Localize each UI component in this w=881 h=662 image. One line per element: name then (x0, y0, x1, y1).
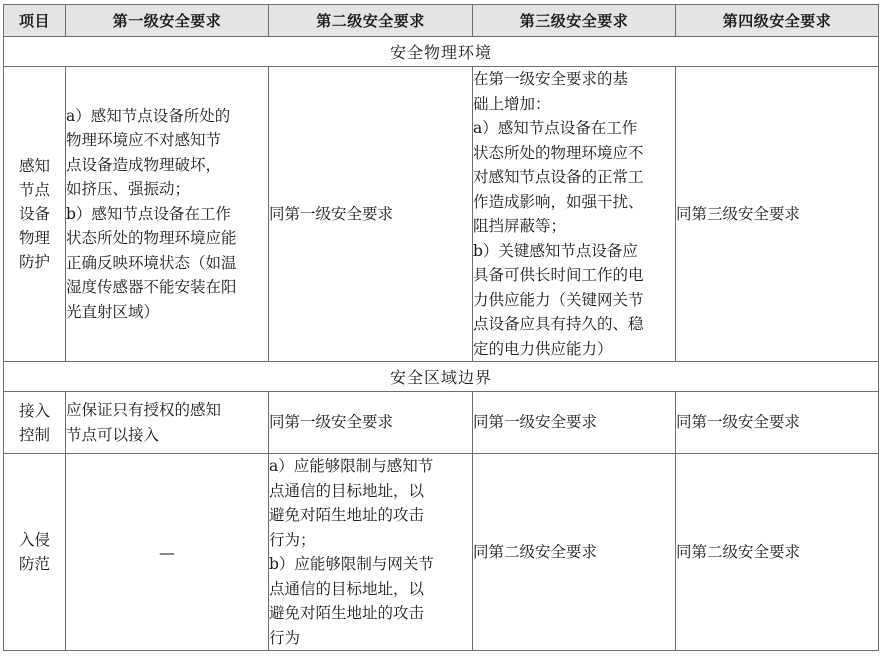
text-line: 点通信的目标地址，以 (269, 481, 425, 500)
text-line: 避免对陌生地址的攻击 (269, 506, 425, 524)
item-line: 接入 (18, 401, 50, 420)
item-line: 物理 (18, 229, 50, 247)
text-line: 湿度传感器不能安装在阳 (66, 278, 237, 297)
intrusion-level3-cell: 同第二级安全要求 (473, 454, 676, 651)
text-line: 节点可以接入 (66, 425, 160, 444)
header-row (4, 5, 879, 37)
text-line: 点通信的目标地址，以 (269, 579, 425, 598)
section-title-physical: 安全物理环境 (4, 37, 879, 67)
item-cell-physical (4, 67, 66, 362)
text-line: b）感知节点设备在工作 (66, 204, 231, 223)
text-line: 力供应能力（关键网关节 (473, 290, 644, 309)
text-line: 定的电力供应能力） (473, 339, 613, 358)
access-level1-cell (66, 392, 269, 454)
item-line: 防护 (18, 253, 50, 271)
text-line: 点设备应具有持久的、稳 (473, 315, 644, 333)
text-line: 行为； (269, 530, 316, 549)
header-level3: 第三级安全要求 (473, 5, 676, 37)
text-line: 对感知节点设备的正常工 (473, 168, 644, 186)
text-line: 状态所处的物理环境应能 (66, 229, 237, 248)
item-line: 节点 (18, 181, 50, 199)
text-line: a）感知节点设备在工作 (473, 119, 638, 137)
table-row-physical-protection (4, 67, 879, 362)
header-level1: 第一级安全要求 (66, 5, 269, 37)
item-line: 防范 (18, 555, 50, 573)
text-line: 础上增加： (473, 94, 551, 113)
text-line: a）应能够限制与感知节 (269, 457, 434, 475)
text-line: 应保证只有授权的感知 (66, 401, 222, 419)
physical-level1-cell (66, 67, 269, 362)
header-level2: 第二级安全要求 (269, 5, 473, 37)
text-line: 阻挡屏蔽等； (473, 217, 567, 235)
header-level4: 第四级安全要求 (676, 5, 879, 37)
text-line: b）关键感知节点设备应 (473, 241, 638, 260)
table-row-access-control (4, 392, 879, 454)
text-line: 正确反映环境状态（如温 (66, 253, 237, 272)
requirements-table-wrapper (3, 4, 879, 651)
section-title-boundary: 安全区域边界 (4, 362, 879, 392)
intrusion-level2-cell (269, 454, 473, 651)
item-cell-access (4, 392, 66, 454)
physical-level2-cell: 同第一级安全要求 (269, 67, 473, 362)
item-line: 设备 (18, 205, 50, 223)
text-line: 在第一级安全要求的基 (473, 70, 629, 88)
text-line: 作造成影响，如强干扰、 (473, 192, 644, 211)
access-level3-cell: 同第一级安全要求 (473, 392, 676, 454)
text-line: 光直射区域） (66, 302, 160, 321)
item-line: 感知 (18, 157, 50, 175)
item-cell-intrusion (4, 454, 66, 651)
text-line: 物理环境应不对感知节 (66, 131, 222, 150)
access-level2-cell: 同第一级安全要求 (269, 392, 473, 454)
text-line: 具备可供长时间工作的电 (473, 266, 644, 284)
physical-level4-cell: 同第三级安全要求 (676, 67, 879, 362)
item-line: 入侵 (18, 531, 50, 549)
physical-level3-cell (473, 67, 676, 362)
text-line: 点设备造成物理破坏， (66, 155, 222, 174)
text-line: 状态所处的物理环境应不 (473, 143, 644, 162)
section-row-boundary (4, 362, 879, 392)
intrusion-level4-cell: 同第二级安全要求 (676, 454, 879, 651)
text-line: a）感知节点设备所处的 (66, 106, 231, 125)
text-line: 避免对陌生地址的攻击 (269, 604, 425, 622)
text-line: 行为 (269, 628, 301, 647)
intrusion-level1-cell: — (66, 454, 269, 651)
text-line: 如挤压、强振动； (66, 180, 191, 199)
item-line: 控制 (18, 425, 50, 444)
table-row-intrusion-prevention (4, 454, 879, 651)
header-item: 项目 (4, 5, 66, 37)
security-requirements-table (3, 4, 879, 651)
text-line: b）应能够限制与网关节 (269, 555, 434, 573)
access-level4-cell: 同第一级安全要求 (676, 392, 879, 454)
section-row-physical (4, 37, 879, 67)
